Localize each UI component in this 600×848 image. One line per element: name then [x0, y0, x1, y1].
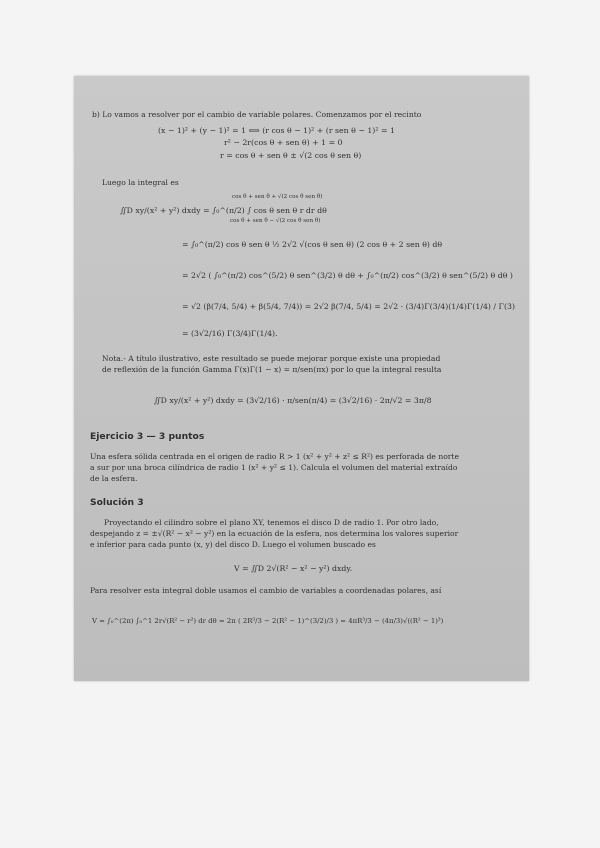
equation-radius: r = cos θ + sen θ ± √(2 cos θ sen θ) [220, 151, 362, 160]
solution-3-heading: Solución 3 [90, 497, 144, 508]
solution-3-line-3: e inferior para cada punto (x, y) del disco D. Luego el volumen buscado es [90, 540, 376, 549]
integral-upper-limit: cos θ + sen θ + √(2 cos θ sen θ) [232, 194, 323, 200]
part-b-intro: b) Lo vamos a resolver por el cambio de variable polares. Comenzamos por el recinto [92, 110, 422, 119]
solution-3-line-2: despejando z = ±√(R² − x² − y²) en la ecuación de la esfera, nos determina los valores superior [90, 529, 459, 538]
step-1: = ∫₀^(π/2) cos θ sen θ ½ 2√2 √(cos θ sen θ) (2 cos θ + 2 sen θ) dθ [182, 240, 443, 249]
note-line-2: de reflexión de la función Gamma Γ(x)Γ(1 − x) = π/sen(πx) por lo que la integral resulta [102, 365, 442, 374]
integral-lower-limit: cos θ + sen θ − √(2 cos θ sen θ) [230, 218, 321, 224]
solution-3-line-1: Proyectando el cilindro sobre el plano XY, tenemos el disco D de radio 1. Por otro lado, [104, 518, 439, 527]
integral-lhs: ∬D xy/(x² + y²) dxdy = ∫₀^(π/2) ∫ cos θ sen θ r dr dθ [120, 206, 327, 215]
exercise-3-line-1: Una esfera sólida centrada en el origen de radio R > 1 (x² + y² + z² ≤ R²) es perforada de norte [90, 452, 459, 461]
document-photo [74, 76, 529, 681]
final-equation: V = ∫₀^(2π) ∫₀^1 2r√(R² − r²) dr dθ = 2π ( 2R³/3 − 2(R² − 1)^(3/2)/3 ) = 4πR³/3 − (4π/3)√((R² − 1)³) [92, 617, 444, 625]
integral-intro: Luego la integral es [102, 178, 179, 187]
exercise-3-line-3: de la esfera. [90, 474, 138, 483]
step-2: = 2√2 ( ∫₀^(π/2) cos^(5/2) θ sen^(3/2) θ dθ + ∫₀^(π/2) cos^(3/2) θ sen^(5/2) θ dθ ) [182, 271, 513, 280]
polar-intro: Para resolver esta integral doble usamos el cambio de variables a coordenadas polares, así [90, 586, 442, 595]
equation-circle: (x − 1)² + (y − 1)² = 1 ⟺ (r cos θ − 1)² + (r sen θ − 1)² = 1 [158, 126, 395, 135]
exercise-3-line-2: a sur por una broca cilíndrica de radio 1 (x² + y² ≤ 1). Calcula el volumen del material extraído [90, 463, 458, 472]
note-equation: ∬D xy/(x² + y²) dxdy = (3√2/16) · π/sen(π/4) = (3√2/16) · 2π/√2 = 3π/8 [154, 396, 432, 405]
volume-equation: V = ∬D 2√(R² − x² − y²) dxdy. [234, 564, 353, 573]
step-4: = (3√2/16) Γ(3/4)Γ(1/4). [182, 329, 278, 338]
step-3: = √2 (β(7/4, 5/4) + β(5/4, 7/4)) = 2√2 β(7/4, 5/4) = 2√2 · (3/4)Γ(3/4)(1/4)Γ(1/4) / Γ(3) [182, 302, 515, 311]
note-line-1: Nota.- A título ilustrativo, este resultado se puede mejorar porque existe una propiedad [102, 354, 441, 363]
equation-quadratic: r² − 2r(cos θ + sen θ) + 1 = 0 [224, 138, 343, 147]
exercise-3-heading: Ejercicio 3 — 3 puntos [90, 431, 205, 442]
